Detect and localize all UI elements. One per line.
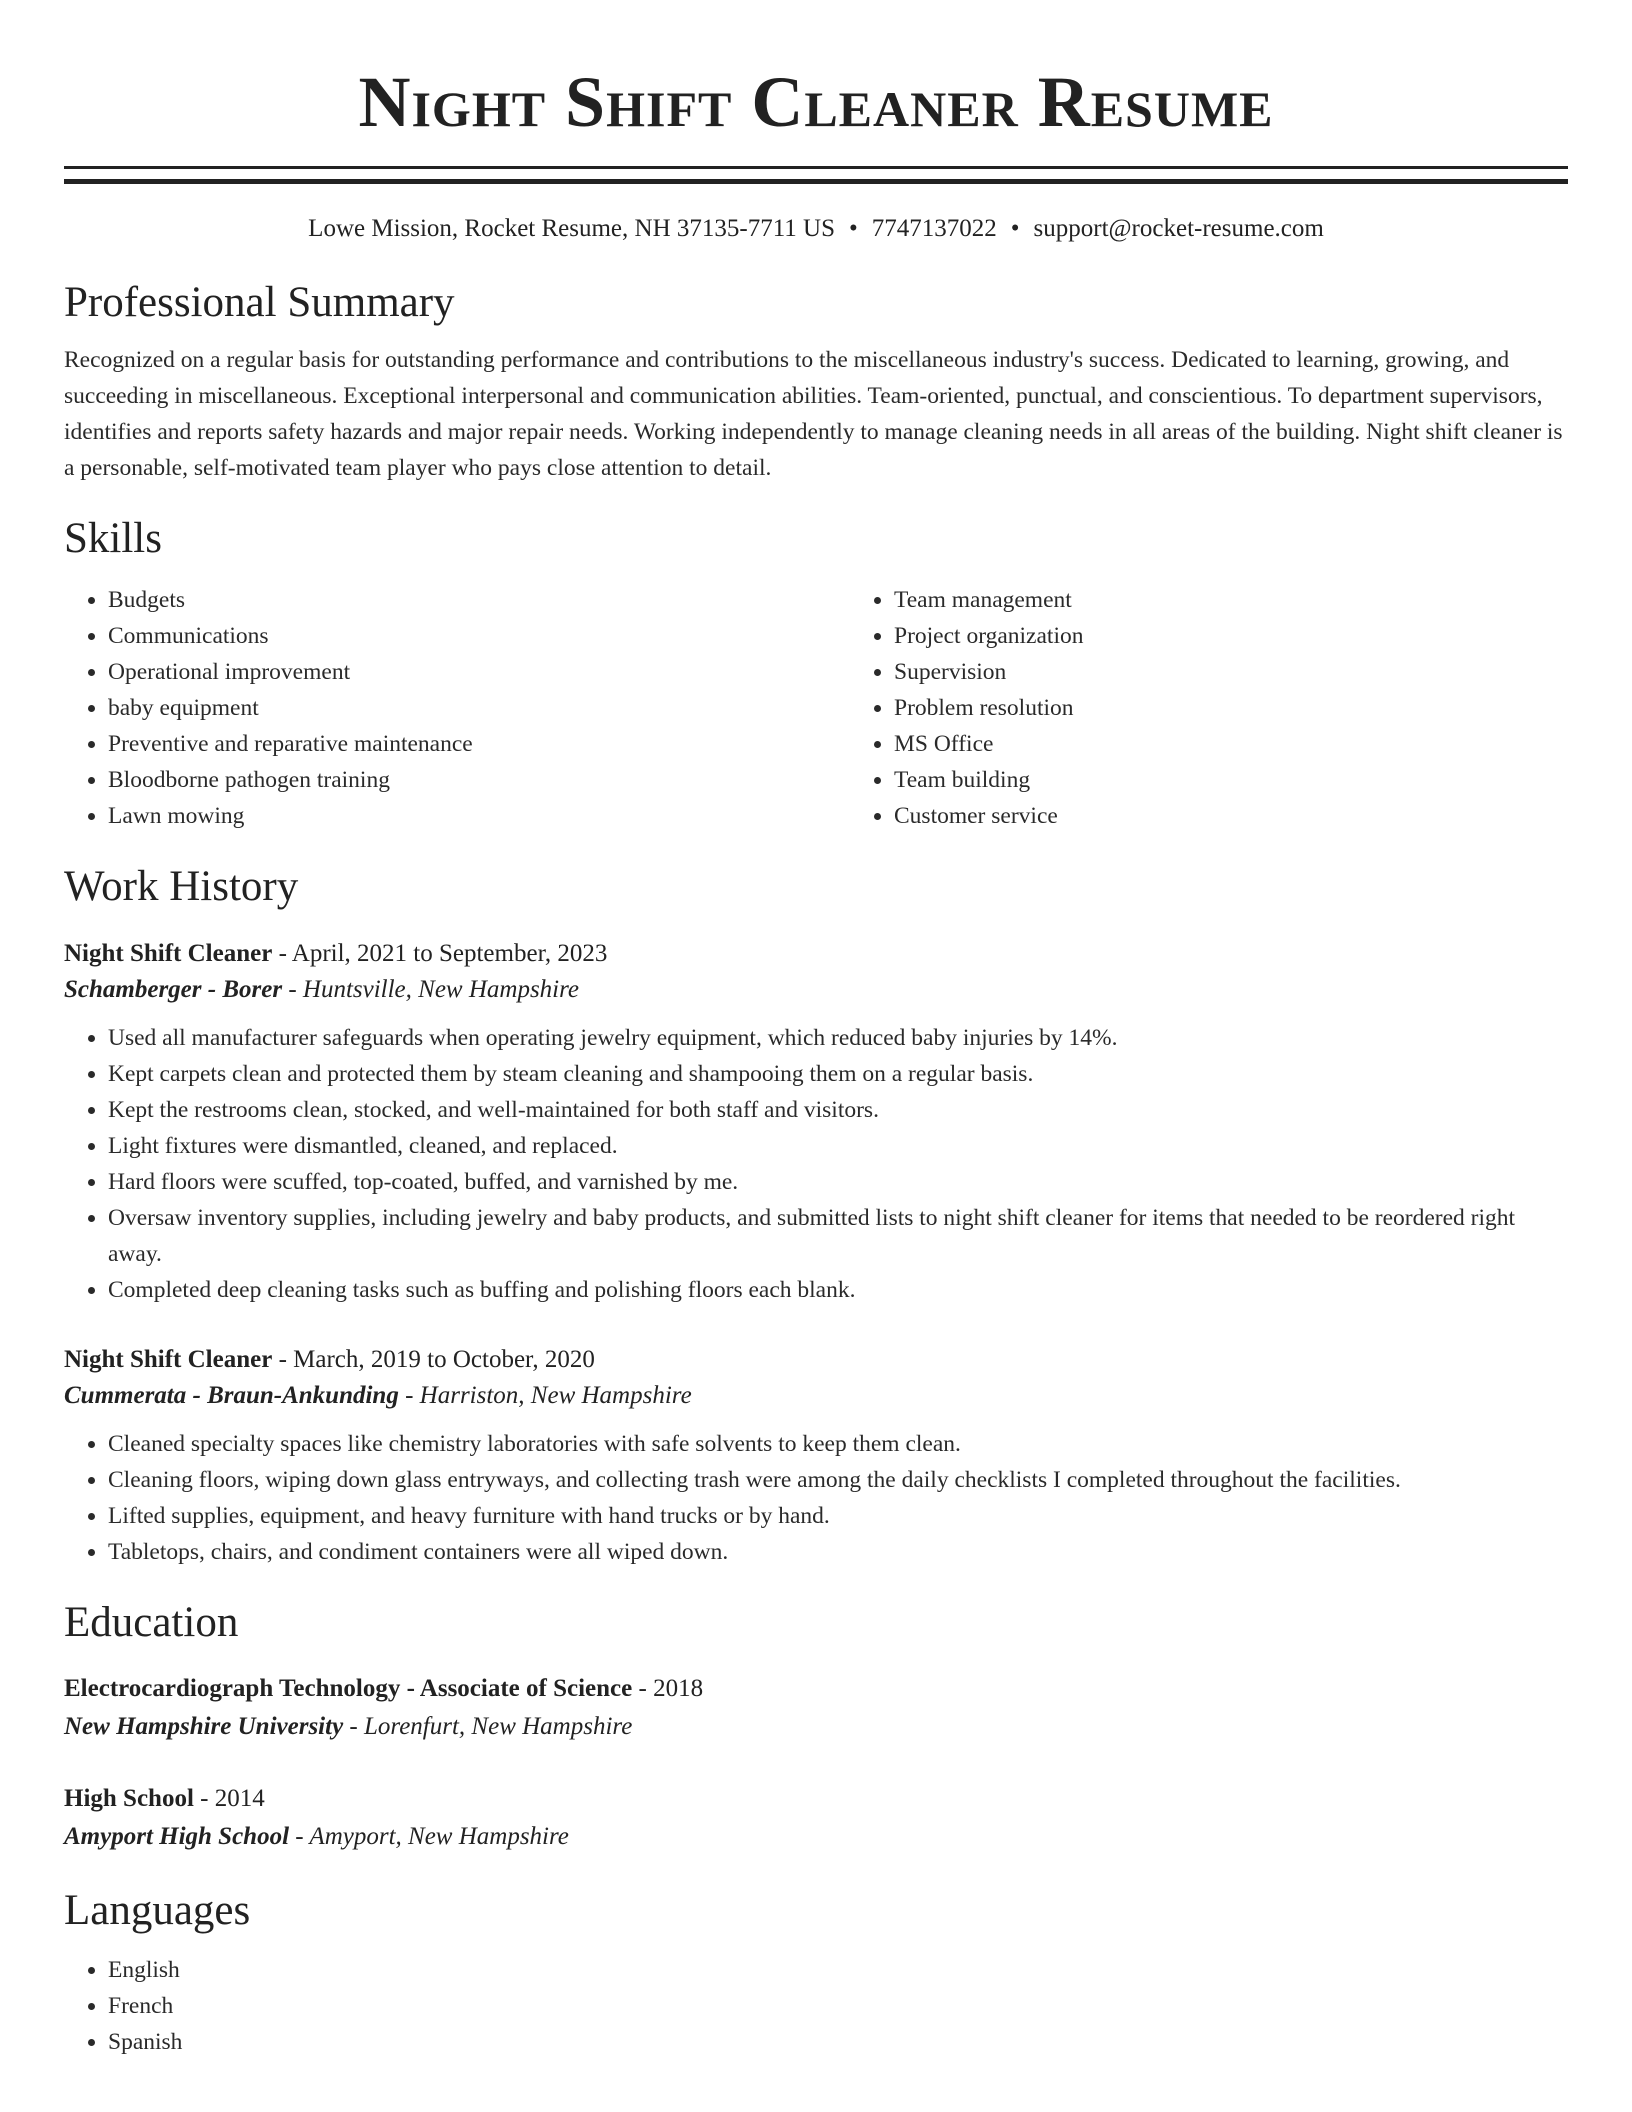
education-location: - Amyport, New Hampshire xyxy=(289,1823,569,1850)
job-company-line xyxy=(64,972,1568,1008)
contact-email: support@rocket-resume.com xyxy=(1033,215,1324,242)
job-dates: - March, 2019 to October, 2020 xyxy=(272,1346,595,1373)
languages-list xyxy=(64,1952,1568,2060)
job-duty: • Kept the restrooms clean, stocked, and well-maintained for both staff and visitors. xyxy=(108,1092,1568,1128)
job-duty: • Oversaw inventory supplies, including jewelry and baby products, and submitted lists to night shift cleaner for items that needed to be reordered right away. xyxy=(108,1200,1568,1272)
education-school-line xyxy=(64,1818,1568,1856)
skill-item: • Supervision xyxy=(894,654,1632,690)
language-item: • English xyxy=(108,1952,1568,1988)
summary-heading: Professional Summary xyxy=(64,279,455,326)
skills-list-right xyxy=(850,582,1632,834)
skill-item: • Lawn mowing xyxy=(108,798,850,834)
skill-item: • Team building xyxy=(894,762,1632,798)
education-year: - 2018 xyxy=(632,1675,704,1702)
education-entry xyxy=(64,1780,1568,1856)
skill-item: • Communications xyxy=(108,618,850,654)
skill-item: • Customer service xyxy=(894,798,1632,834)
job-title: Night Shift Cleaner xyxy=(64,1346,273,1373)
skill-item: • Project organization xyxy=(894,618,1632,654)
job-dates: - April, 2021 to September, 2023 xyxy=(272,940,608,967)
skills-list-left xyxy=(64,582,850,834)
skills-columns xyxy=(64,582,1568,834)
resume-title: Night Shift Cleaner Resume xyxy=(358,62,1274,142)
work-history-heading: Work History xyxy=(64,863,299,910)
languages-heading: Languages xyxy=(64,1887,251,1934)
education-school: New Hampshire University xyxy=(64,1713,344,1740)
education-heading: Education xyxy=(64,1599,239,1646)
job-duty: • Cleaned specialty spaces like chemistry laboratories with safe solvents to keep them clean. xyxy=(108,1426,1568,1462)
contact-phone: 7747137022 xyxy=(871,215,997,242)
job-duty: • Hard floors were scuffed, top-coated, buffed, and varnished by me. xyxy=(108,1164,1568,1200)
job-title: Night Shift Cleaner xyxy=(64,940,273,967)
job-duties-list xyxy=(64,1020,1568,1308)
job-entry xyxy=(64,1342,1568,1570)
job-duty: • Kept carpets clean and protected them by steam cleaning and shampooing them on a regular basis. xyxy=(108,1056,1568,1092)
education-degree-line xyxy=(64,1670,1568,1708)
job-title-line xyxy=(64,1342,1568,1378)
education-degree: High School xyxy=(64,1785,194,1812)
skill-item: • baby equipment xyxy=(108,690,850,726)
contact-separator: • xyxy=(1010,215,1020,242)
job-entry xyxy=(64,936,1568,1308)
language-item: • French xyxy=(108,1988,1568,2024)
contact-line xyxy=(64,212,1568,246)
education-location: - Lorenfurt, New Hampshire xyxy=(343,1713,633,1740)
skill-item: • MS Office xyxy=(894,726,1632,762)
education-year: - 2014 xyxy=(193,1785,265,1812)
job-title-line xyxy=(64,936,1568,972)
job-company: Cummerata - Braun-Ankunding xyxy=(64,1382,399,1409)
title-double-rule xyxy=(64,166,1568,184)
skill-item: • Problem resolution xyxy=(894,690,1632,726)
job-duty: • Completed deep cleaning tasks such as buffing and polishing floors each blank. xyxy=(108,1272,1568,1308)
skill-item: • Operational improvement xyxy=(108,654,850,690)
job-location: - Harriston, New Hampshire xyxy=(398,1382,692,1409)
job-duty: • Lifted supplies, equipment, and heavy furniture with hand trucks or by hand. xyxy=(108,1498,1568,1534)
skill-item: • Budgets xyxy=(108,582,850,618)
education-school-line xyxy=(64,1708,1568,1746)
education-entry xyxy=(64,1670,1568,1746)
contact-separator: • xyxy=(849,215,858,242)
contact-address: Lowe Mission, Rocket Resume, NH 37135-7711 US xyxy=(308,215,835,242)
education-school: Amyport High School xyxy=(64,1823,290,1850)
summary-text: Recognized on a regular basis for outstanding performance and contributions to the miscellaneous industry's success. Dedicated to learning, growing, and succeeding in miscellaneous. Exceptional interpersonal and communication abilities. Team-oriented, punctual, and conscientious. To department supervisors, identifies and reports safety hazards and major repair needs. Working independently to manage cleaning needs in all areas of the building. Night shift cleaner is a personable, self-motivated team player who pays close attention to detail. xyxy=(64,347,1563,481)
skill-item: • Team management xyxy=(894,582,1632,618)
job-location: - Huntsville, New Hampshire xyxy=(282,976,580,1003)
education-degree-line xyxy=(64,1780,1568,1818)
education-degree: Electrocardiograph Technology - Associate of Science xyxy=(64,1675,633,1702)
skills-heading: Skills xyxy=(64,515,162,562)
job-duty: • Used all manufacturer safeguards when operating jewelry equipment, which reduced baby injuries by 14%. xyxy=(108,1020,1568,1056)
job-duty: • Light fixtures were dismantled, cleaned, and replaced. xyxy=(108,1128,1568,1164)
job-company-line xyxy=(64,1378,1568,1414)
skill-item: • Bloodborne pathogen training xyxy=(108,762,850,798)
job-duty: • Tabletops, chairs, and condiment containers were all wiped down. xyxy=(108,1534,1568,1570)
skill-item: • Preventive and reparative maintenance xyxy=(108,726,850,762)
job-duty: • Cleaning floors, wiping down glass entryways, and collecting trash were among the daily checklists I completed throughout the facilities. xyxy=(108,1462,1568,1498)
job-duties-list xyxy=(64,1426,1568,1570)
job-company: Schamberger - Borer xyxy=(64,976,283,1003)
language-item: • Spanish xyxy=(108,2024,1568,2060)
